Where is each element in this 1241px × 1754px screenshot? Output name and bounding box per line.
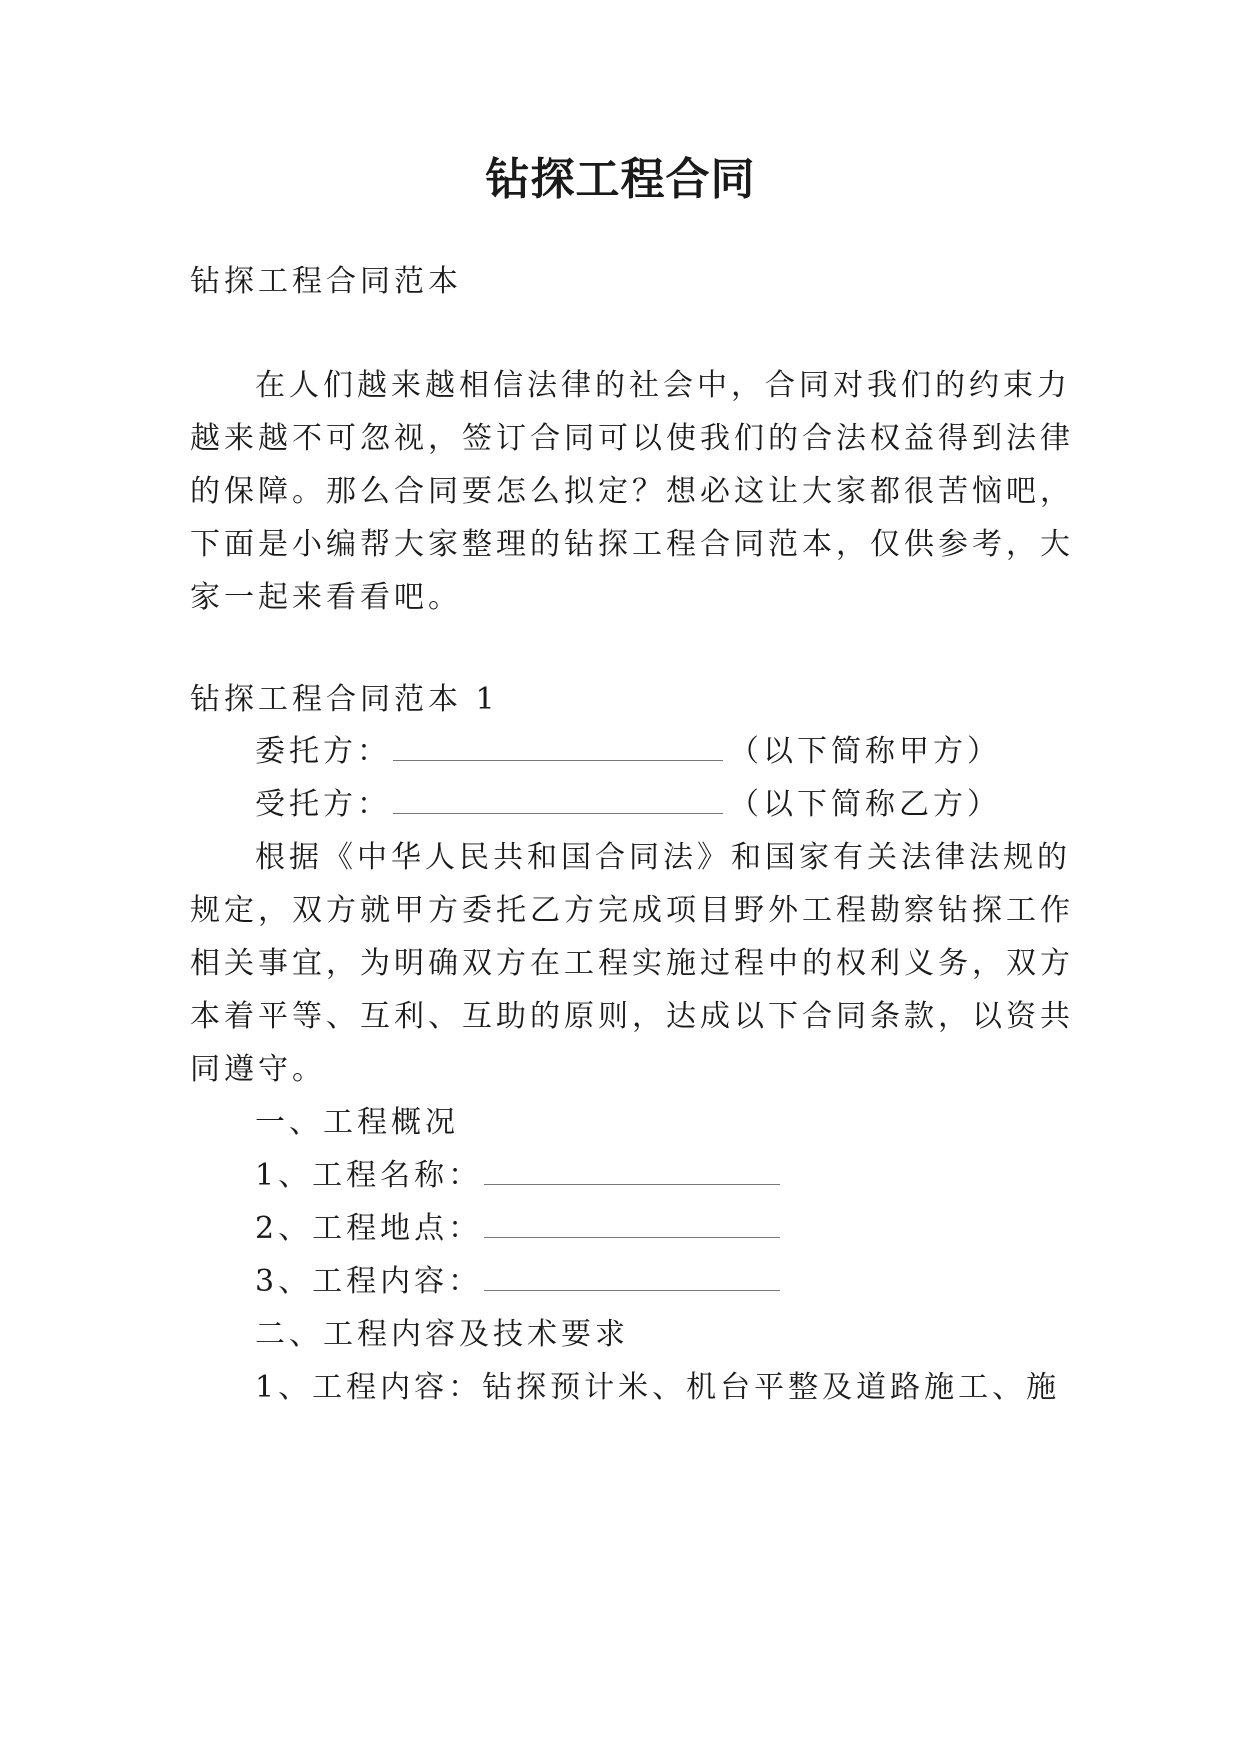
basis-line: 规定，双方就甲方委托乙方完成项目野外工程勘察钻探工作 xyxy=(190,893,1074,928)
project-content-label: 3、工程内容： xyxy=(255,1264,483,1299)
project-content-row xyxy=(255,1262,786,1302)
intro-line: 的保障。那么合同要怎么拟定？想必这让大家都很苦恼吧， xyxy=(190,474,1074,509)
section-1-heading: 一、工程概况 xyxy=(255,1105,459,1140)
subtitle: 钻探工程合同范本 xyxy=(190,264,462,299)
project-name-label: 1、工程名称： xyxy=(255,1158,483,1193)
party-client-label: 委托方： xyxy=(255,734,391,769)
party-contractor-row xyxy=(255,785,1001,825)
basis-line: 相关事宜，为明确双方在工程实施过程中的权利义务，双方 xyxy=(190,946,1074,981)
party-client-suffix: （以下简称甲方） xyxy=(729,734,1001,769)
intro-line: 越来越不可忽视，签订合同可以使我们的合法权益得到法律 xyxy=(190,421,1074,456)
party-contractor-blank xyxy=(393,785,723,814)
party-client-blank xyxy=(393,732,723,761)
project-content-blank xyxy=(484,1262,780,1291)
section-2-item-1: 1、工程内容：钻探预计米、机台平整及道路施工、施 xyxy=(255,1370,1061,1405)
intro-line: 在人们越来越相信法律的社会中，合同对我们的约束力 xyxy=(255,368,1071,403)
basis-line: 本着平等、互利、互助的原则，达成以下合同条款，以资共 xyxy=(190,999,1074,1034)
project-location-label: 2、工程地点： xyxy=(255,1211,483,1246)
party-client-row xyxy=(255,732,1001,772)
basis-line: 根据《中华人民共和国合同法》和国家有关法律法规的 xyxy=(255,840,1071,875)
project-location-blank xyxy=(484,1209,780,1238)
project-name-blank xyxy=(484,1156,780,1185)
document-title: 钻探工程合同 xyxy=(485,154,756,205)
project-location-row xyxy=(255,1209,786,1249)
sample-heading: 钻探工程合同范本 1 xyxy=(190,682,499,717)
section-2-heading: 二、工程内容及技术要求 xyxy=(255,1317,629,1352)
intro-line: 家一起来看看吧。 xyxy=(190,580,462,615)
party-contractor-label: 受托方： xyxy=(255,787,391,822)
project-name-row xyxy=(255,1156,786,1196)
basis-line: 同遵守。 xyxy=(190,1052,326,1087)
party-contractor-suffix: （以下简称乙方） xyxy=(729,787,1001,822)
intro-line: 下面是小编帮大家整理的钻探工程合同范本，仅供参考，大 xyxy=(190,527,1074,562)
